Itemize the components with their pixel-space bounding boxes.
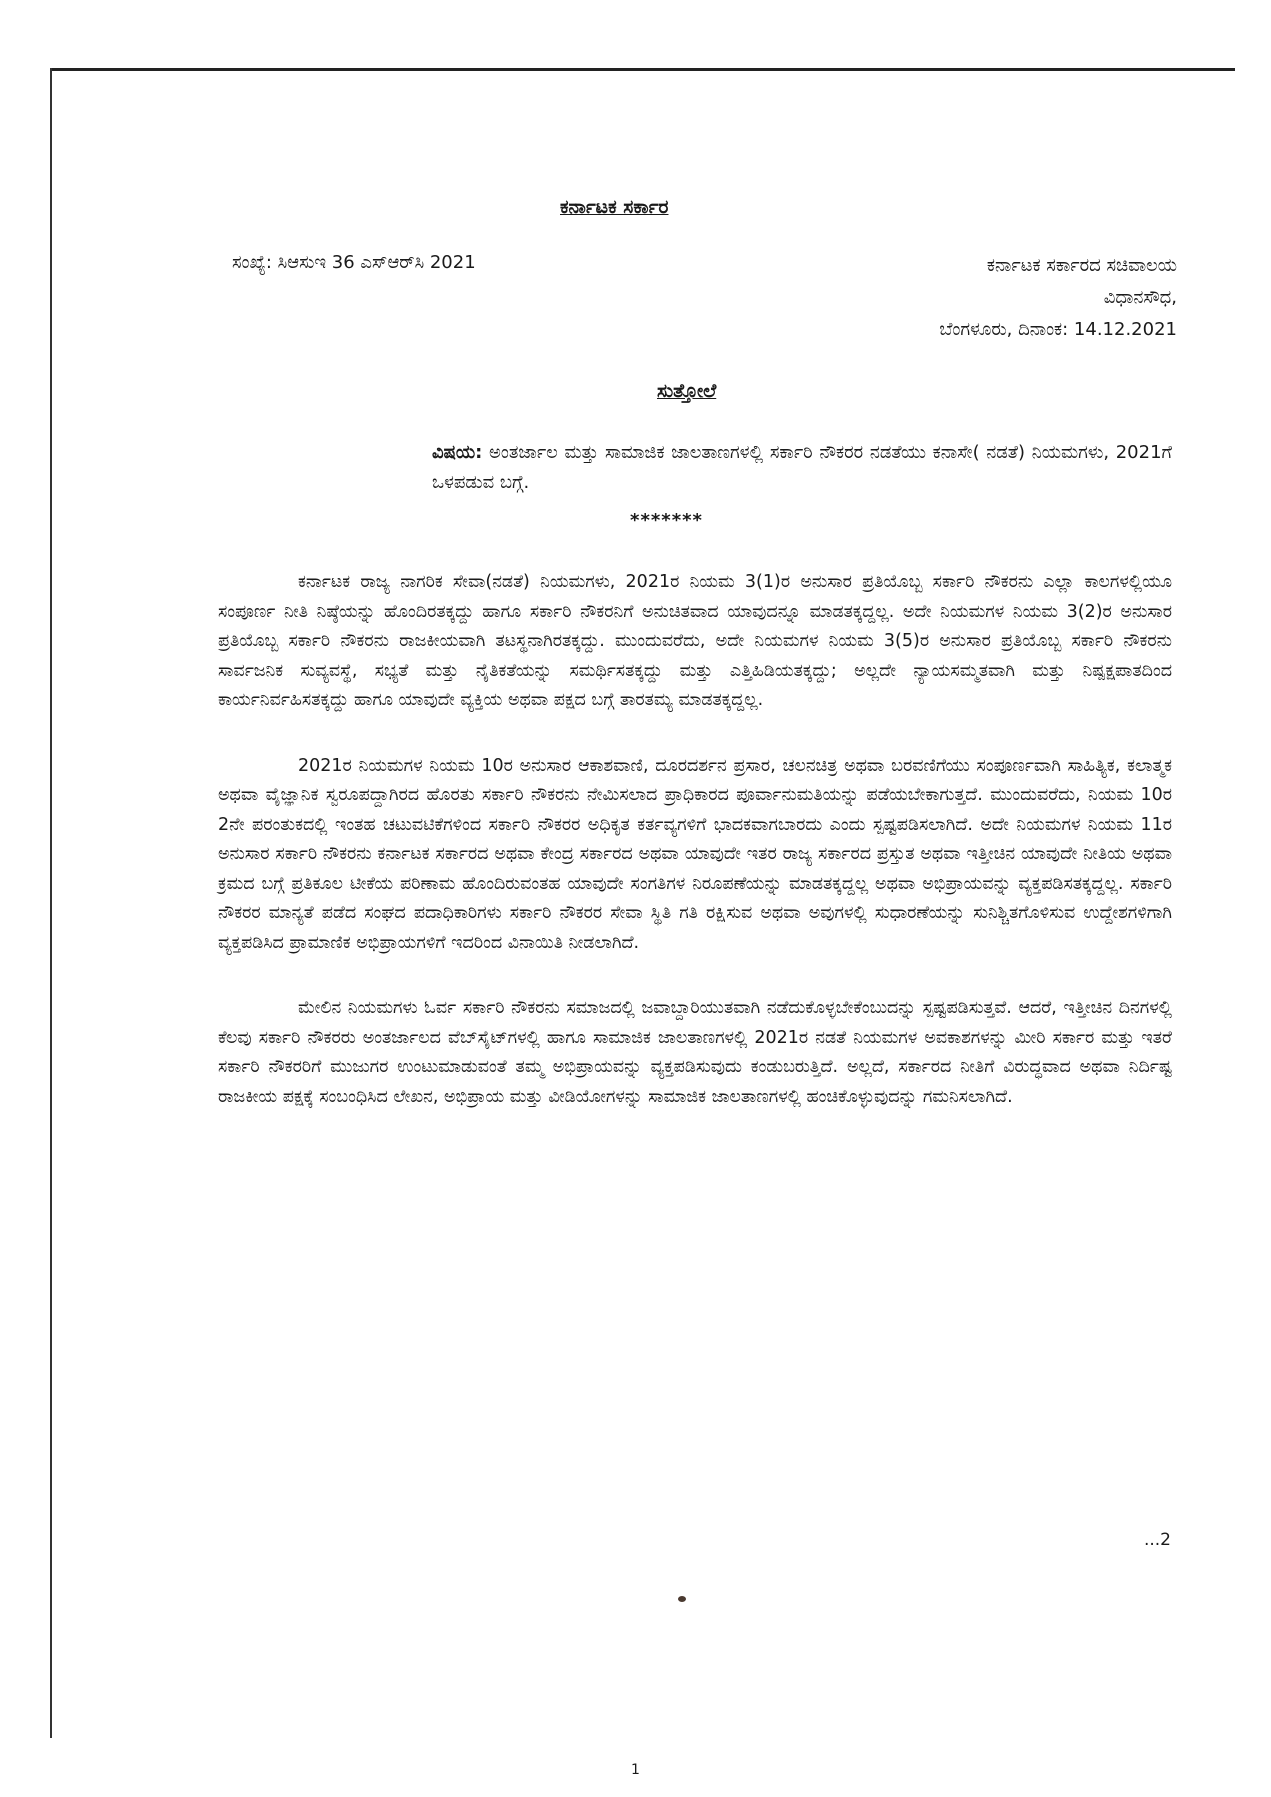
page-continuation: ...2 <box>1143 1530 1171 1550</box>
circular-title: ಸುತ್ತೋಲೆ <box>657 380 717 402</box>
address-line-vidhana-soudha: ವಿಧಾನಸೌಧ, <box>1103 287 1177 308</box>
subject-text: ಅಂತರ್ಜಾಲ ಮತ್ತು ಸಾಮಾಜಿಕ ಜಾಲತಾಣಗಳಲ್ಲಿ ಸರ್ಕಾರಿ ನೌಕರರ ನಡತೆಯು ಕನಾಸೇ( ನಡತೆ) ನಿಯಮಗಳು, 2021ಗೆ ಒಳಪಡುವ ಬಗ್ಗೆ. <box>432 442 1172 493</box>
subject-block <box>432 438 1172 498</box>
subject-label: ವಿಷಯ: <box>432 442 483 463</box>
paragraph-2: 2021ರ ನಿಯಮಗಳ ನಿಯಮ 10ರ ಅನುಸಾರ ಆಕಾಶವಾಣಿ, ದೂರದರ್ಶನ ಪ್ರಸಾರ, ಚಲನಚಿತ್ರ ಅಥವಾ ಬರವಣಿಗೆಯು ಸಂಪೂರ್ಣವಾಗಿ ಸಾಹಿತ್ಯಿಕ, ಕಲಾತ್ಮಕ ಅಥವಾ ವೈಜ್ಞಾನಿಕ ಸ್ವರೂಪದ್ದಾಗಿರದ ಹೊರತು ಸರ್ಕಾರಿ ನೌಕರನು ನೇಮಿಸಲಾದ ಪ್ರಾಧಿಕಾರದ ಪೂರ್ವಾನುಮತಿಯನ್ನು ಪಡೆಯಬೇಕಾಗುತ್ತದೆ. ಮುಂದುವರೆದು, ನಿಯಮ 10ರ 2ನೇ ಪರಂತುಕದಲ್ಲಿ ಇಂತಹ ಚಟುವಟಿಕೆಗಳಿಂದ ಸರ್ಕಾರಿ ನೌಕರರ ಅಧಿಕೃತ ಕರ್ತವ್ಯಗಳಿಗೆ ಭಾದಕವಾಗಬಾರದು ಎಂದು ಸ್ಪಷ್ಟಪಡಿಸಲಾಗಿದೆ. ಅದೇ ನಿಯಮಗಳ ನಿಯಮ 11ರ ಅನುಸಾರ ಸರ್ಕಾರಿ ನೌಕರನು ಕರ್ನಾಟಕ ಸರ್ಕಾರದ ಅಥವಾ ಕೇಂದ್ರ ಸರ್ಕಾರದ ಅಥವಾ ಯಾವುದೇ ಇತರ ರಾಜ್ಯ ಸರ್ಕಾರದ ಪ್ರಸ್ತುತ ಅಥವಾ ಇತ್ತೀಚಿನ ಯಾವುದೇ ನೀತಿಯ ಅಥವಾ ಕ್ರಮದ ಬಗ್ಗೆ ಪ್ರತಿಕೂಲ ಟೀಕೆಯ ಪರಿಣಾಮ ಹೊಂದಿರುವಂತಹ ಯಾವುದೇ ಸಂಗತಿಗಳ ನಿರೂಪಣೆಯನ್ನು ಮಾಡತಕ್ಕದ್ದಲ್ಲ ಅಥವಾ ಅಭಿಪ್ರಾಯವನ್ನು ವ್ಯಕ್ತಪಡಿಸತಕ್ಕದ್ದಲ್ಲ. ಸರ್ಕಾರಿ ನೌಕರರ ಮಾನ್ಯತೆ ಪಡೆದ ಸಂಘದ ಪದಾಧಿಕಾರಿಗಳು ಸರ್ಕಾರಿ ನೌಕರರ ಸೇವಾ ಸ್ಥಿತಿ ಗತಿ ರಕ್ಷಿಸುವ ಅಥವಾ ಅವುಗಳಲ್ಲಿ ಸುಧಾರಣೆಯನ್ನು ಸುನಿಶ್ಚಿತಗೊಳಿಸುವ ಉದ್ದೇಶಗಳಿಗಾಗಿ ವ್ಯಕ್ತಪಡಿಸಿದ ಪ್ರಾಮಾಣಿಕ ಅಭಿಪ್ರಾಯಗಳಿಗೆ ಇದರಿಂದ ವಿನಾಯಿತಿ ನೀಡಲಾಗಿದೆ. <box>218 755 1172 953</box>
paragraph-1: ಕರ್ನಾಟಕ ರಾಜ್ಯ ನಾಗರಿಕ ಸೇವಾ(ನಡತೆ) ನಿಯಮಗಳು, 2021ರ ನಿಯಮ 3(1)ರ ಅನುಸಾರ ಪ್ರತಿಯೊಬ್ಬ ಸರ್ಕಾರಿ ನೌಕರನು ಎಲ್ಲಾ ಕಾಲಗಳಲ್ಲಿಯೂ ಸಂಪೂರ್ಣ ನೀತಿ ನಿಷ್ಠೆಯನ್ನು ಹೊಂದಿರತಕ್ಕದ್ದು ಹಾಗೂ ಸರ್ಕಾರಿ ನೌಕರನಿಗೆ ಅನುಚಿತವಾದ ಯಾವುದನ್ನೂ ಮಾಡತಕ್ಕದ್ದಲ್ಲ. ಅದೇ ನಿಯಮಗಳ ನಿಯಮ 3(2)ರ ಅನುಸಾರ ಪ್ರತಿಯೊಬ್ಬ ಸರ್ಕಾರಿ ನೌಕರನು ರಾಜಕೀಯವಾಗಿ ತಟಸ್ಥನಾಗಿರತಕ್ಕದ್ದು. ಮುಂದುವರೆದು, ಅದೇ ನಿಯಮಗಳ ನಿಯಮ 3(5)ರ ಅನುಸಾರ ಪ್ರತಿಯೊಬ್ಬ ಸರ್ಕಾರಿ ನೌಕರನು ಸಾರ್ವಜನಿಕ ಸುವ್ಯವಸ್ಥೆ, ಸಭ್ಯತೆ ಮತ್ತು ನೈತಿಕತೆಯನ್ನು ಸಮರ್ಥಿಸತಕ್ಕದ್ದು ಮತ್ತು ಎತ್ತಿಹಿಡಿಯತಕ್ಕದ್ದು; ಅಲ್ಲದೇ ನ್ಯಾಯಸಮ್ಮತವಾಗಿ ಮತ್ತು ನಿಷ್ಪಕ್ಷಪಾತದಿಂದ ಕಾರ್ಯನಿರ್ವಹಿಸತಕ್ಕದ್ದು ಹಾಗೂ ಯಾವುದೇ ವ್ಯಕ್ತಿಯ ಅಥವಾ ಪಕ್ಷದ ಬಗ್ಗೆ ತಾರತಮ್ಯ ಮಾಡತಕ್ಕದ್ದಲ್ಲ. <box>218 572 1172 710</box>
scan-edge-top <box>50 68 1235 71</box>
page-number: 1 <box>631 1762 640 1778</box>
address-line-date: ಬೆಂಗಳೂರು, ದಿನಾಂಕ: 14.12.2021 <box>939 319 1177 340</box>
scan-edge-left <box>50 68 52 1738</box>
body-text <box>218 568 1172 1148</box>
address-line-secretariat: ಕರ್ನಾಟಕ ಸರ್ಕಾರದ ಸಚಿವಾಲಯ <box>986 255 1177 276</box>
separator <box>0 510 1271 531</box>
scan-smudge-mark <box>678 1596 686 1602</box>
paragraph-3: ಮೇಲಿನ ನಿಯಮಗಳು ಓರ್ವ ಸರ್ಕಾರಿ ನೌಕರನು ಸಮಾಜದಲ್ಲಿ ಜವಾಬ್ದಾರಿಯುತವಾಗಿ ನಡೆದುಕೊಳ್ಳಬೇಕೆಂಬುದನ್ನು ಸ್ಪಷ್ಟಪಡಿಸುತ್ತವೆ. ಆದರೆ, ಇತ್ತೀಚಿನ ದಿನಗಳಲ್ಲಿ ಕೆಲವು ಸರ್ಕಾರಿ ನೌಕರರು ಅಂತರ್ಜಾಲದ ವೆಬ್‌ಸೈಟ್‌ಗಳಲ್ಲಿ ಹಾಗೂ ಸಾಮಾಜಿಕ ಜಾಲತಾಣಗಳಲ್ಲಿ 2021ರ ನಡತೆ ನಿಯಮಗಳ ಅವಕಾಶಗಳನ್ನು ಮೀರಿ ಸರ್ಕಾರ ಮತ್ತು ಇತರೆ ಸರ್ಕಾರಿ ನೌಕರರಿಗೆ ಮುಜುಗರ ಉಂಟುಮಾಡುವಂತೆ ತಮ್ಮ ಅಭಿಪ್ರಾಯವನ್ನು ವ್ಯಕ್ತಪಡಿಸುವುದು ಕಂಡುಬರುತ್ತಿದೆ. ಅಲ್ಲದೆ, ಸರ್ಕಾರದ ನೀತಿಗೆ ವಿರುದ್ಧವಾದ ಅಥವಾ ನಿರ್ದಿಷ್ಟ ರಾಜಕೀಯ ಪಕ್ಷಕ್ಕೆ ಸಂಬಂಧಿಸಿದ ಲೇಖನ, ಅಭಿಪ್ರಾಯ ಮತ್ತು ವೀಡಿಯೋಗಳನ್ನು ಸಾಮಾಜಿಕ ಜಾಲತಾಣಗಳಲ್ಲಿ ಹಂಚಿಕೊಳ್ಳುವುದನ್ನು ಗಮನಿಸಲಾಗಿದೆ. <box>218 998 1172 1107</box>
government-heading: ಕರ್ನಾಟಕ ಸರ್ಕಾರ <box>560 196 669 218</box>
separator-stars: ******* <box>630 510 703 531</box>
reference-number: ಸಂಖ್ಯೆ: ಸಿಆಸುಇ 36 ಎಸ್‌ಆರ್‌ಸಿ 2021 <box>232 252 476 273</box>
address-block <box>939 250 1177 346</box>
